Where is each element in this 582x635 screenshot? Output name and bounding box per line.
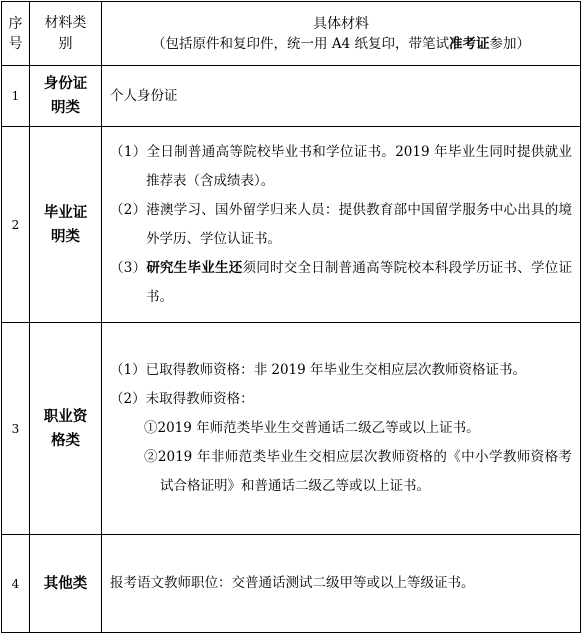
header-materials-note: （包括原件和复印件，统一用 A4 纸复印，带笔试准考证参加）	[152, 35, 530, 52]
row-seq: 3	[2, 323, 30, 535]
materials-table	[1, 1, 581, 633]
row-content	[102, 535, 581, 633]
content-item-2: （2）未取得教师资格：	[110, 391, 254, 407]
header-row	[2, 2, 581, 66]
header-materials	[102, 2, 581, 66]
content-item-1: （1）全日制普通高等院校毕业书和学位证书。2019 年毕业生同时提供就业推荐表（含成绩表）。	[110, 143, 572, 189]
row-identity	[2, 66, 581, 127]
content-line: 个人身份证	[110, 87, 178, 104]
row-graduation	[2, 127, 581, 323]
row-category: 职业资格类	[30, 323, 102, 535]
row-category: 毕业证明类	[30, 127, 102, 323]
content-item-1: （1）已取得教师资格：非 2019 年毕业生交相应层次教师资格证书。	[110, 362, 527, 378]
row-content	[102, 323, 581, 535]
row-qualification	[2, 323, 581, 535]
content-sub-1: ①2019 年师范类毕业生交普通话二级乙等或以上证书。	[144, 420, 480, 436]
content-line: 报考语文教师职位：交普通话测试二级甲等或以上等级证书。	[110, 575, 475, 591]
row-category: 其他类	[30, 535, 102, 633]
content-item-3: （3）研究生毕业生还须同时交全日制普通高等院校本科段学历证书、学位证书。	[110, 259, 573, 305]
row-seq: 1	[2, 66, 30, 127]
content-sub-2: ②2019 年非师范类毕业生交相应层次教师资格的《中小学教师资格考试合格证明》和普通话二级乙等或以上证书。	[144, 449, 572, 494]
row-content	[102, 127, 581, 323]
row-content	[102, 66, 581, 127]
header-category: 材料类别	[30, 2, 102, 66]
row-seq: 2	[2, 127, 30, 323]
header-seq: 序号	[2, 2, 30, 66]
row-category: 身份证明类	[30, 66, 102, 127]
content-item-2: （2）港澳学习、国外留学归来人员：提供教育部中国留学服务中心出具的境外学历、学位认证书。	[110, 201, 572, 247]
header-materials-title: 具体材料	[313, 15, 369, 32]
row-seq: 4	[2, 535, 30, 633]
row-other	[2, 535, 581, 633]
